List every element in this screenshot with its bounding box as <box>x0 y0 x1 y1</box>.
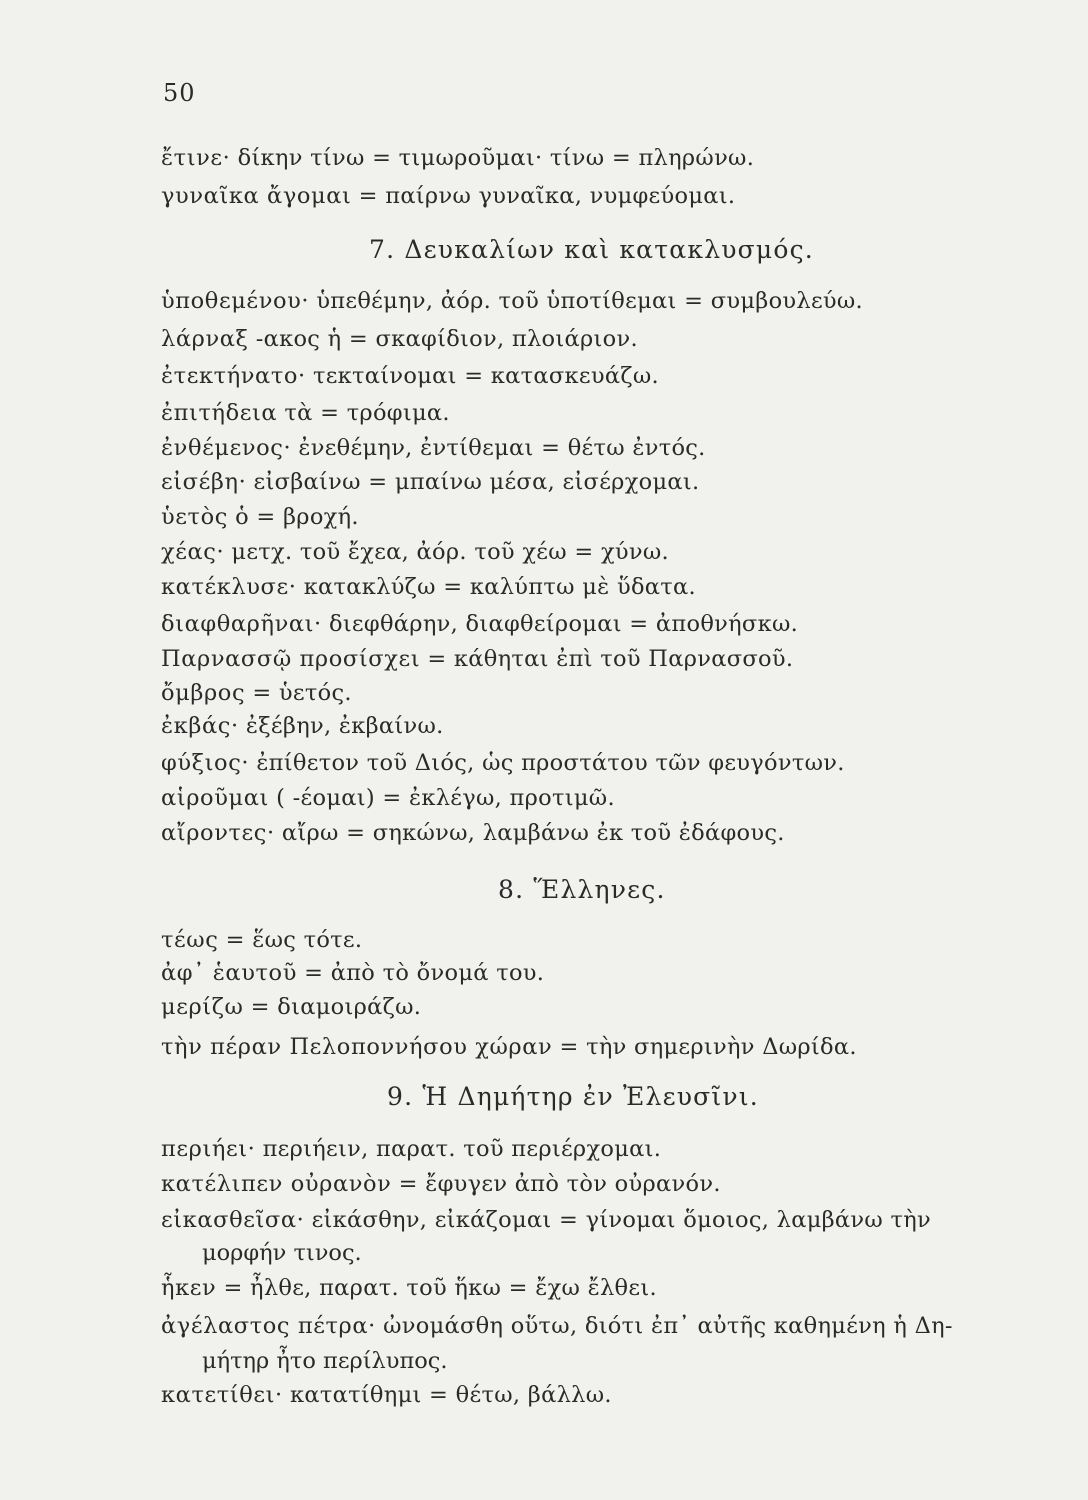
glossary-entry <box>161 925 362 955</box>
entry-headword: ἔτινε· <box>161 145 231 171</box>
glossary-entry <box>161 502 359 532</box>
entry-headword: Παρνασσῷ προσίσχει <box>161 646 421 672</box>
section-heading: 7. Δευκαλίων καὶ κατακλυσμός. <box>369 235 814 264</box>
glossary-entry-continuation: μήτηρ ἦτο περίλυπος. <box>202 1348 448 1374</box>
entry-definition: = ὑετός. <box>252 680 352 706</box>
entry-definition: εἰκάσθην, εἰκάζομαι = γίνομαι ὅμοιος, λαμβάνω τὴν <box>311 1207 932 1233</box>
glossary-entry <box>161 958 544 988</box>
entry-definition: = ἦλθε, παρατ. τοῦ ἥκω = ἔχω ἔλθει. <box>223 1275 657 1301</box>
section-heading: 8. Ἕλληνες. <box>498 875 666 904</box>
entry-headword: κατέκλυσε· <box>161 574 297 600</box>
glossary-entry <box>161 143 754 173</box>
entry-headword: μερίζω <box>161 994 244 1020</box>
glossary-entry <box>161 1205 931 1235</box>
entry-headword: εἰκασθεῖσα· <box>161 1207 305 1233</box>
entry-headword: γυναῖκα ἄγομαι <box>161 183 352 209</box>
glossary-entry <box>161 609 798 639</box>
entry-definition: μετχ. τοῦ ἔχεα, ἀόρ. τοῦ χέω = χύνω. <box>231 539 669 565</box>
entry-definition: κατατίθημι = θέτω, βάλλω. <box>289 1382 612 1408</box>
entry-headword: αἱροῦμαι <box>161 785 269 811</box>
entry-headword: ἐκβάς· <box>161 713 239 739</box>
entry-headword: ἐτεκτήνατο· <box>161 363 306 389</box>
entry-definition: δίκην τίνω = τιμωροῦμαι· τίνω = πληρώνω. <box>237 145 755 171</box>
entry-headword: ἀγέλαστος πέτρα· <box>161 1313 376 1339</box>
entry-definition: περιήειν, παρατ. τοῦ περιέρχομαι. <box>262 1136 662 1162</box>
entry-headword: ἐπιτήδεια <box>161 400 278 426</box>
entry-headword: τέως <box>161 927 219 953</box>
entry-definition: ἐπίθετον τοῦ Διός, ὡς προστάτου τῶν φευγόντων. <box>256 750 845 776</box>
entry-headword: περιήει· <box>161 1136 256 1162</box>
entry-headword: ἐνθέμενος· <box>161 435 292 461</box>
entry-definition: κατακλύζω = καλύπτω μὲ ὕδατα. <box>303 574 696 600</box>
entry-definition: = παίρνω γυναῖκα, νυμφεύομαι. <box>358 183 736 209</box>
glossary-entry <box>161 181 735 211</box>
glossary-entry <box>161 711 444 741</box>
entry-definition: ἐξέβην, ἐκβαίνω. <box>245 713 444 739</box>
entry-headword: τὴν πέραν Πελοποννήσου χώραν <box>161 1034 553 1060</box>
entry-definition: = τὴν σημερινὴν Δωρίδα. <box>559 1034 857 1060</box>
entry-definition: -ακος ἡ = σκαφίδιον, πλοιάριον. <box>255 326 638 352</box>
entry-headword: ὑποθεμένου· <box>161 288 310 314</box>
glossary-entry <box>161 537 669 567</box>
entry-headword: λάρναξ <box>161 326 249 352</box>
glossary-entry <box>161 644 793 674</box>
glossary-entry <box>161 783 615 813</box>
entry-definition: = ἔφυγεν ἀπὸ τὸν οὐρανόν. <box>398 1171 721 1197</box>
glossary-entry <box>161 1169 721 1199</box>
glossary-entry <box>161 361 659 391</box>
entry-headword: ἧκεν <box>161 1275 217 1301</box>
entry-definition: ( -έομαι) = ἐκλέγω, προτιμῶ. <box>276 785 615 811</box>
page-number: 50 <box>163 79 196 107</box>
entry-definition: τεκταίνομαι = κατασκευάζω. <box>312 363 659 389</box>
entry-headword: κατετίθει· <box>161 1382 283 1408</box>
glossary-entry-continuation: μορφήν τινος. <box>202 1240 362 1266</box>
entry-definition: ὑπεθέμην, ἀόρ. τοῦ ὑποτίθεμαι = συμβουλεύω. <box>316 288 863 314</box>
entry-definition: τὰ = τρόφιμα. <box>284 400 450 426</box>
entry-definition: ἐνεθέμην, ἐντίθεμαι = θέτω ἐντός. <box>298 435 706 461</box>
entry-headword: κατέλιπεν οὐρανὸν <box>161 1171 392 1197</box>
glossary-entry <box>161 398 450 428</box>
entry-definition: αἴρω = σηκώνω, λαμβάνω ἐκ τοῦ ἐδάφους. <box>281 820 785 846</box>
entry-definition: ὁ = βροχή. <box>235 504 359 530</box>
entry-definition: = ἕως τότε. <box>225 927 363 953</box>
glossary-entry <box>161 572 696 602</box>
glossary-entry <box>161 678 352 708</box>
entry-definition: = διαμοιράζω. <box>250 994 422 1020</box>
glossary-entry <box>161 1273 657 1303</box>
entry-definition: ὠνομάσθη οὕτω, διότι ἐπ᾿ αὐτῆς καθημένη ἡ Δη- <box>383 1313 953 1339</box>
glossary-entry <box>161 748 845 778</box>
glossary-entry <box>161 818 785 848</box>
glossary-entry <box>161 1134 661 1164</box>
entry-headword: διαφθαρῆναι· <box>161 611 322 637</box>
entry-headword: ὑετὸς <box>161 504 228 530</box>
entry-headword: φύξιος· <box>161 750 250 776</box>
glossary-entry <box>161 286 863 316</box>
entry-definition: = κάθηται ἐπὶ τοῦ Παρνασσοῦ. <box>427 646 794 672</box>
glossary-entry <box>161 1032 857 1062</box>
glossary-entry <box>161 433 706 463</box>
glossary-entry <box>161 992 421 1022</box>
glossary-entry <box>161 1311 953 1341</box>
entry-headword: ἀφ᾿ ἑαυτοῦ <box>161 960 297 986</box>
entry-definition: εἰσβαίνω = μπαίνω μέσα, εἰσέρχομαι. <box>253 469 700 495</box>
section-heading: 9. Ἡ Δημήτηρ ἐν Ἐλευσῖνι. <box>387 1082 759 1111</box>
entry-headword: χέας· <box>161 539 225 565</box>
glossary-entry <box>161 467 699 497</box>
entry-headword: εἰσέβη· <box>161 469 247 495</box>
glossary-entry <box>161 324 638 354</box>
entry-definition: διεφθάρην, διαφθείρομαι = ἀποθνήσκω. <box>328 611 799 637</box>
glossary-entry <box>161 1380 612 1410</box>
entry-headword: αἴροντες· <box>161 820 275 846</box>
entry-headword: ὄμβρος <box>161 680 246 706</box>
entry-definition: = ἀπὸ τὸ ὄνομά του. <box>304 960 545 986</box>
